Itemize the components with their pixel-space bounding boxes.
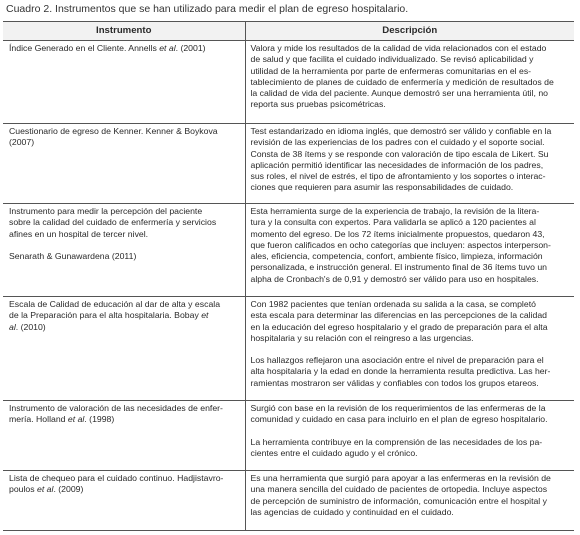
instrument-cell: Índice Generado en el Cliente. Annells et al. (2001) xyxy=(3,41,245,124)
instruments-table xyxy=(3,21,574,531)
description-cell: Con 1982 pacientes que tenían ordenada su salida a la casa, se completó esta escala para determinar las diferencias en las percepciones de la calidad en la educación del egreso hospitalario y el grado de preparación para el alta hospitalaria y su relación con el reingreso a las urgencias. Los hallazgos reflejaron una asociación entre el nivel de preparación para el alta hospitalaria y la edad en donde la herramienta resulta predictiva. Las her- ramientas mostraron ser válidas y confiables con todos los grupos etareos. xyxy=(245,297,574,401)
table-row xyxy=(3,297,574,401)
table-row xyxy=(3,124,574,204)
table-row xyxy=(3,471,574,531)
table-caption: Cuadro 2. Instrumentos que se han utilizado para medir el plan de egreso hospitalario. xyxy=(6,3,409,15)
table-header-row xyxy=(3,22,574,41)
instrument-cell: Instrumento para medir la percepción del paciente sobre la calidad del cuidado de enfermería y servicios afines en un hospital de tercer nivel. Senarath & Gunawardena (2011) xyxy=(3,204,245,297)
table-row xyxy=(3,41,574,124)
description-cell: Test estandarizado en idioma inglés, que demostró ser válido y confiable en la revisión de las experiencias de los padres con el cuidado y el soporte social. Consta de 38 ítems y se responde con valoración de tipo escala de Likert. Su aplicación permitió identificar las necesidades de información de los padres, sus roles, el nivel de estrés, el tipo de afrontamiento y los soportes o interac- ciones que requieren para asumir las responsabilidades de cuidado. xyxy=(245,124,574,204)
table-row xyxy=(3,204,574,297)
instrument-cell: Escala de Calidad de educación al dar de alta y escala de la Preparación para el alta hospitalaria. Bobay et al. (2010) xyxy=(3,297,245,401)
header-descripcion: Descripción xyxy=(245,22,574,41)
instrument-cell: Instrumento de valoración de las necesidades de enfer- mería. Holland et al. (1998) xyxy=(3,401,245,471)
instrument-cell: Cuestionario de egreso de Kenner. Kenner & Boykova (2007) xyxy=(3,124,245,204)
description-cell: Esta herramienta surge de la experiencia de trabajo, la revisión de la litera- tura y la consulta con expertos. Para validarla se aplicó a 120 pacientes al momento del egreso. De los 72 ítems inicialmente propuestos, quedaron 43, que fueron calificados en ocho categorías que incluyen: aspectos interperson- ales, eficiencia, competencia, confort, ambiente físico, limpieza, información personalizada, e instrucción general. El instrumento final de 36 ítems tuvo un alpha de Cronbach's de 0,91 y demostró ser válido para uso en hospitales. xyxy=(245,204,574,297)
description-cell: Valora y mide los resultados de la calidad de vida relacionados con el estado de salud y que facilita el cuidado individualizado. Se revisó aplicabilidad y utilidad de la herramienta por parte de enfermeras comunitarias en el es- tablecimiento de planes de cuidado de enfermería y medición de resultados de la calidad de vida del paciente. Aunque demostró ser una herramienta útil, no reporta sus pruebas psicométricas. xyxy=(245,41,574,124)
description-cell: Es una herramienta que surgió para apoyar a las enfermeras en la revisión de una manera sencilla del cuidado de pacientes de ortopedia. Incluye aspectos de percepción de suministro de información, comunicación entre el hospital y las agencias de cuidado y continuidad en el cuidado. xyxy=(245,471,574,531)
description-cell: Surgió con base en la revisión de los requerimientos de las enfermeras de la comunidad y cuidado en casa para incluirlo en el plan de egreso hospitalario. La herramienta contribuye en la comprensión de las necesidades de los pa- cientes entre el cuidado agudo y el crónico. xyxy=(245,401,574,471)
table-row xyxy=(3,401,574,471)
header-instrumento: Instrumento xyxy=(3,22,245,41)
instrument-cell: Lista de chequeo para el cuidado continuo. Hadjistavro- poulos et al. (2009) xyxy=(3,471,245,531)
